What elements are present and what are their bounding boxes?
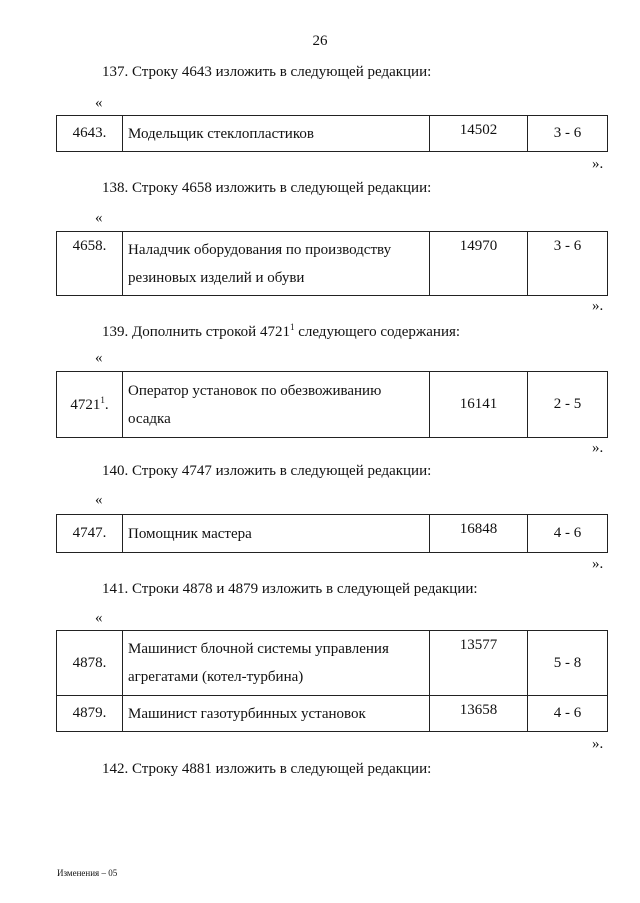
grade-range: 2 - 5	[528, 372, 608, 438]
closing-quote: ».	[592, 440, 604, 456]
profession-name: Помощник мастера	[123, 515, 430, 553]
section-heading-138: 138. Строку 4658 изложить в следующей редакции:	[102, 180, 432, 196]
grade-range: 4 - 6	[528, 515, 608, 553]
section-heading-141: 141. Строки 4878 и 4879 изложить в следующей редакции:	[102, 581, 478, 597]
profession-code: 16848	[430, 515, 528, 553]
table-row	[57, 515, 608, 553]
profession-code: 14970	[430, 232, 528, 296]
table-138	[56, 231, 608, 296]
profession-code: 13658	[430, 696, 528, 732]
closing-quote: ».	[592, 298, 604, 314]
table-140	[56, 514, 608, 553]
grade-range: 3 - 6	[528, 116, 608, 152]
opening-quote: «	[95, 95, 103, 111]
closing-quote: ».	[592, 156, 604, 172]
opening-quote: «	[95, 210, 103, 226]
opening-quote: «	[95, 492, 103, 508]
profession-code: 13577	[430, 631, 528, 696]
table-row	[57, 116, 608, 152]
profession-code: 14502	[430, 116, 528, 152]
row-number: 4643.	[57, 116, 123, 152]
profession-name: Оператор установок по обезвоживанию осадка	[123, 372, 430, 438]
table-row	[57, 232, 608, 296]
table-row	[57, 372, 608, 438]
row-number: 4879.	[57, 696, 123, 732]
row-number: 4878.	[57, 631, 123, 696]
row-number: 4721$^1$.	[57, 372, 123, 438]
table-137	[56, 115, 608, 152]
footer-note: Изменения – 05	[57, 868, 118, 878]
table-row	[57, 696, 608, 732]
page-number: 26	[312, 33, 328, 49]
section-heading-140: 140. Строку 4747 изложить в следующей редакции:	[102, 463, 432, 479]
grade-range: 5 - 8	[528, 631, 608, 696]
profession-code: 16141	[430, 372, 528, 438]
section-heading-139: 139. Дополнить строкой 4721$^1$ следующего содержания:	[102, 322, 461, 340]
profession-name: Модельщик стеклопластиков	[123, 116, 430, 152]
table-row	[57, 631, 608, 696]
row-number: 4658.	[57, 232, 123, 296]
row-number: 4747.	[57, 515, 123, 553]
opening-quote: «	[95, 350, 103, 366]
profession-name: Машинист газотурбинных установок	[123, 696, 430, 732]
grade-range: 3 - 6	[528, 232, 608, 296]
grade-range: 4 - 6	[528, 696, 608, 732]
section-heading-142: 142. Строку 4881 изложить в следующей редакции:	[102, 761, 432, 777]
profession-name: Наладчик оборудования по производству резиновых изделий и обуви	[123, 232, 430, 296]
profession-name: Машинист блочной системы управления агрегатами (котел-турбина)	[123, 631, 430, 696]
section-heading-137: 137. Строку 4643 изложить в следующей редакции:	[102, 64, 432, 80]
opening-quote: «	[95, 610, 103, 626]
table-141	[56, 630, 608, 732]
closing-quote: ».	[592, 736, 604, 752]
table-139	[56, 371, 608, 438]
closing-quote: ».	[592, 556, 604, 572]
